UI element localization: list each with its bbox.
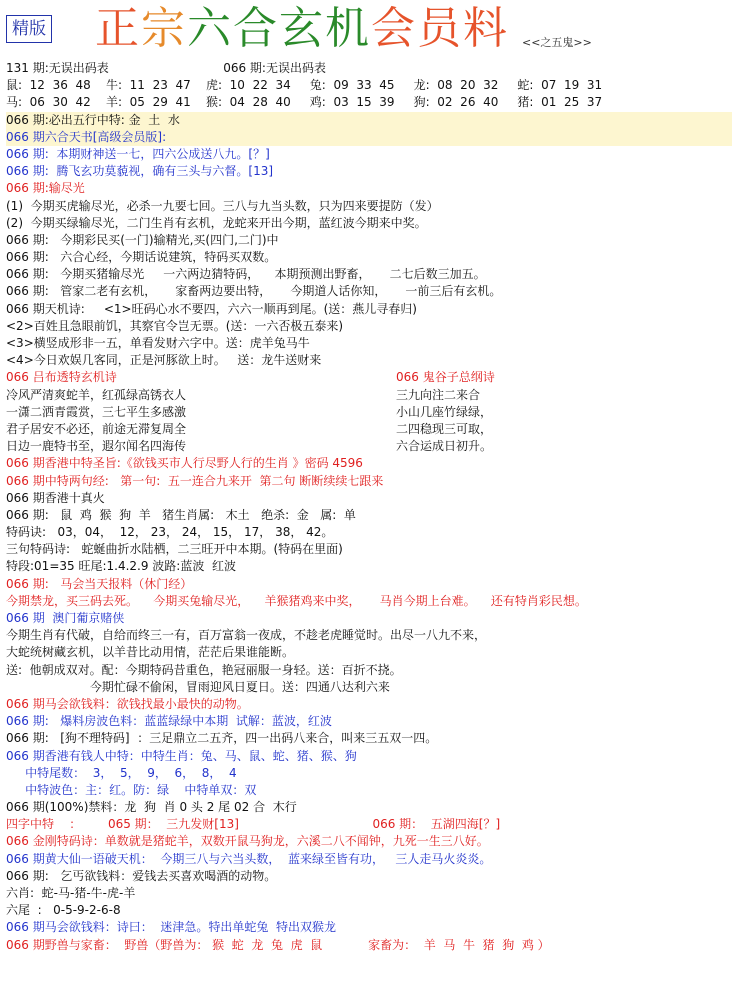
text-line bbox=[6, 335, 732, 352]
text-line bbox=[6, 885, 732, 902]
text-line bbox=[6, 60, 732, 77]
line-second-column: 二四稳现三可取， bbox=[396, 421, 493, 436]
line-text: 131 期:无误出码表 066 期:无误出码表 bbox=[6, 61, 326, 75]
text-line bbox=[6, 696, 732, 713]
line-text: 鼠: 12 36 48 牛: 11 23 47 虎: 10 22 34 兔: 09 33 45 龙: 08 20 32 蛇: 07 19 31 bbox=[6, 78, 603, 93]
title-char: 正 bbox=[95, 3, 141, 54]
text-line bbox=[6, 679, 732, 696]
line-text: 君子居安不必还，前途无滞复周全 bbox=[6, 421, 187, 436]
title-char: 员 bbox=[417, 3, 463, 54]
text-line bbox=[6, 301, 732, 318]
text-line bbox=[6, 455, 732, 472]
text-line bbox=[6, 94, 732, 111]
text-line bbox=[6, 833, 732, 850]
text-line bbox=[6, 369, 732, 386]
line-text: (2) 今期买绿输尽光，二门生肖有玄机，龙蛇来开出今期，蓝红波今期来中奖。 bbox=[6, 215, 427, 230]
text-line bbox=[6, 627, 732, 644]
line-text: 中特波色：主：红。防：绿 中特单双：双 bbox=[6, 782, 257, 797]
text-line bbox=[6, 782, 732, 799]
line-second-column: 066 鬼谷子总纲诗 bbox=[396, 370, 495, 385]
line-text: <2>百姓且急眼前饥，其察官令岂无票。(送：一六否极五泰来) bbox=[6, 318, 344, 333]
text-line bbox=[6, 748, 732, 765]
line-text: 066 期野兽与家畜： 野兽（野兽为： 猴 蛇 龙 兔 虎 鼠 家畜为： 羊 马 牛 猪 狗 鸡 ） bbox=[6, 937, 550, 952]
title-char: 合 bbox=[233, 3, 279, 54]
page-header bbox=[0, 0, 736, 60]
line-text: 066 期: 乞丐欲钱料：爱钱去买喜欢喝酒的动物。 bbox=[6, 868, 277, 883]
text-line bbox=[6, 266, 732, 283]
line-text: 066 期香港十真火 bbox=[6, 490, 105, 505]
text-line bbox=[6, 730, 732, 747]
text-line bbox=[6, 541, 732, 558]
line-text: 066 期天机诗: <1>旺码心水不要四，六六一顺再到尾。(送：燕儿寻春归) bbox=[6, 301, 417, 316]
line-text: 066 期黄大仙一语破天机： 今期三八与六当头数， 蓝来绿至皆有功， 三人走马火炎炎。 bbox=[6, 851, 492, 866]
text-line bbox=[6, 180, 732, 197]
text-line bbox=[6, 352, 732, 369]
text-line bbox=[6, 473, 732, 490]
text-line bbox=[6, 438, 732, 455]
line-text: 特段:01=35 旺尾:1.4.2.9 波路:蓝波 红波 bbox=[6, 559, 236, 574]
line-text: 六肖: 蛇-马-猪-牛-虎-羊 bbox=[6, 886, 136, 900]
text-line bbox=[6, 77, 732, 94]
title-char: 会 bbox=[371, 3, 417, 54]
line-text: 066 期: 本期财神送一七，四六公成送八九。[？] bbox=[6, 146, 270, 161]
text-line bbox=[6, 146, 732, 163]
line-text: 066 吕布透特玄机诗 bbox=[6, 370, 117, 385]
text-line bbox=[6, 249, 732, 266]
line-text: 送: 他朝成双对。配：今期特码昔重色，艳冠丽服一身轻。送：百折不挠。 bbox=[6, 662, 402, 677]
text-line bbox=[6, 662, 732, 679]
line-text: 日边一鹿特书至，遐尔闻名四海传 bbox=[6, 439, 187, 454]
text-line bbox=[6, 937, 732, 954]
line-text: (1) 今期买虎输尽光，必杀一九要七回。三八与九当头数，只为四来要提防（发） bbox=[6, 198, 439, 213]
text-line bbox=[6, 404, 732, 421]
page-subtitle: <<之五鬼>> bbox=[522, 36, 592, 49]
line-second-column: 三九向注二来合 bbox=[396, 387, 481, 402]
line-text: 066 期: [狗不理特码] ：三足鼎立二五齐，四一出码八来合，叫来三五双一四。 bbox=[6, 731, 438, 746]
line-text: 066 期: 腾飞玄功莫藐视，确有三头与六督。[13] bbox=[6, 164, 274, 179]
edition-badge: 精版 bbox=[6, 15, 52, 43]
line-text: 066 期: 马会当天报料（休门经） bbox=[6, 576, 193, 591]
text-line bbox=[6, 198, 732, 215]
text-line bbox=[6, 215, 732, 232]
text-line bbox=[6, 851, 732, 868]
title-char: 玄 bbox=[279, 3, 325, 54]
text-line bbox=[6, 232, 732, 249]
line-text: 马: 06 30 42 羊: 05 29 41 猴: 04 28 40 鸡: 03 15 39 狗: 02 26 40 猪: 01 25 37 bbox=[6, 95, 603, 110]
line-text: 066 期香港中特圣旨:《欲钱买市人行尽野人行的生肖 》密码 4596 bbox=[6, 456, 363, 471]
content-body bbox=[6, 60, 732, 954]
line-text: 今期忙碌不偷闲，冒雨迎风日夏日。送：四通八达利六来 bbox=[6, 679, 390, 694]
title-char: 六 bbox=[187, 3, 233, 54]
line-second-column: 六合运成日初升。 bbox=[396, 439, 493, 454]
text-line bbox=[6, 490, 732, 507]
line-text: 冷风严清爽蛇羊，红孤绿高锈衣人 bbox=[6, 387, 187, 402]
line-text: <4>今日欢娱几客同，正是河豚欲上时。 送：龙牛送财来 bbox=[6, 353, 322, 368]
text-line bbox=[6, 919, 732, 936]
title-char: 料 bbox=[463, 3, 509, 54]
text-line bbox=[6, 163, 732, 180]
line-text: 三句特码诗: 蛇蜒曲折水陆栖，二三旺开中本期。(特码在里面) bbox=[6, 542, 343, 557]
text-line bbox=[6, 318, 732, 335]
line-text: 066 期(100%)禁料：龙 狗 肖 0 头 2 尾 02 合 木行 bbox=[6, 800, 297, 815]
text-line bbox=[6, 799, 732, 816]
line-text: 066 期: 今期买猪输尽光 一六两边猜特码， 本期预测出野畜， 二七后数三加五。 bbox=[6, 267, 486, 282]
text-line bbox=[6, 610, 732, 627]
line-text: 今期生肖有代破，自给而终三一有，百万富翁一夜成，不趁老虎睡觉时。出尽一八九不来， bbox=[6, 628, 487, 643]
line-second-column: 小山几座竹绿绿， bbox=[396, 404, 493, 419]
line-text: 066 期中特两句经: 第一句: 五一连合九来开 第二句 断断续续七跟来 bbox=[6, 473, 384, 488]
line-text: <3>横竖成形非一五，单看发财六字中。送：虎羊兔马牛 bbox=[6, 336, 310, 350]
line-text: 066 期:输尽光 bbox=[6, 181, 85, 196]
line-text: 四字中特 ： 065 期： 三九发财[13] 066 期： 五湖四海[？] bbox=[6, 817, 501, 832]
text-line bbox=[6, 593, 732, 610]
line-text: 066 金刚特码诗：单数就是猪蛇羊，双数开鼠马狗龙，六溪二八不闻钟，九死一生三八好。 bbox=[6, 834, 489, 849]
line-text: 066 期: 鼠 鸡 猴 狗 羊 猪生肖属: 木土 绝杀: 金 属: 单 bbox=[6, 507, 356, 522]
text-line bbox=[6, 868, 732, 885]
text-line bbox=[6, 816, 732, 833]
text-line bbox=[6, 507, 732, 524]
line-text: 大蛇统树藏玄机，以羊昔比动用情，茫茫后果谁能断。 bbox=[6, 645, 295, 660]
text-line bbox=[6, 283, 732, 300]
line-text: 066 期香港有钱人中特：中特生肖：兔、马、鼠、蛇、猪、猴、狗 bbox=[6, 748, 357, 763]
line-text: 中特尾数： 3， 5， 9， 6， 8， 4 bbox=[6, 765, 237, 780]
line-text: 六尾 : 0-5-9-2-6-8 bbox=[6, 903, 121, 918]
line-text: 今期禁龙，买三码去死。 今期买兔输尽光， 羊猴猪鸡来中奖， 马肖今期上台难。 还有特肖彩民想。 bbox=[6, 593, 587, 608]
line-text: 066 期: 管家二老有玄机， 家畜两边要出特， 今期道人话你知， 一前三后有玄机。 bbox=[6, 284, 502, 299]
line-text: 066 期六合天书[高级会员版]: bbox=[6, 129, 167, 144]
line-text: 特码诀: 03，04， 12， 23， 24， 15， 17， 38， 42。 bbox=[6, 525, 334, 540]
line-text: 一潇二洒青霞赏，三七平生多感激 bbox=[6, 404, 187, 419]
text-line bbox=[6, 421, 732, 438]
text-line bbox=[6, 644, 732, 661]
text-line bbox=[6, 576, 732, 593]
line-text: 066 期:必出五行中特: 金 土 水 bbox=[6, 112, 180, 127]
text-line bbox=[6, 765, 732, 782]
title-char: 机 bbox=[325, 3, 371, 54]
line-text: 066 期 澳门葡京赌侠 bbox=[6, 611, 125, 625]
text-line bbox=[6, 558, 732, 575]
text-line bbox=[6, 129, 732, 146]
text-line bbox=[6, 902, 732, 919]
text-line bbox=[6, 112, 732, 129]
line-text: 066 期马会欲钱料：欲钱找最小最快的动物。 bbox=[6, 696, 249, 711]
line-text: 066 期: 爆料房波色料：蓝蓝绿绿中本期 试解：蓝波，红波 bbox=[6, 714, 332, 729]
line-text: 066 期: 六合心经，今期话说建筑，特码买双数。 bbox=[6, 250, 277, 265]
text-line bbox=[6, 524, 732, 541]
page-title bbox=[95, 4, 509, 54]
text-line bbox=[6, 713, 732, 730]
title-char: 宗 bbox=[141, 3, 187, 54]
line-text: 066 期马会欲钱料：诗曰： 迷津急。特出单蛇兔 特出双猴龙 bbox=[6, 920, 336, 935]
text-line bbox=[6, 387, 732, 404]
line-text: 066 期: 今期彩民买(一门)输精光,买(四门,二门)中 bbox=[6, 232, 279, 247]
